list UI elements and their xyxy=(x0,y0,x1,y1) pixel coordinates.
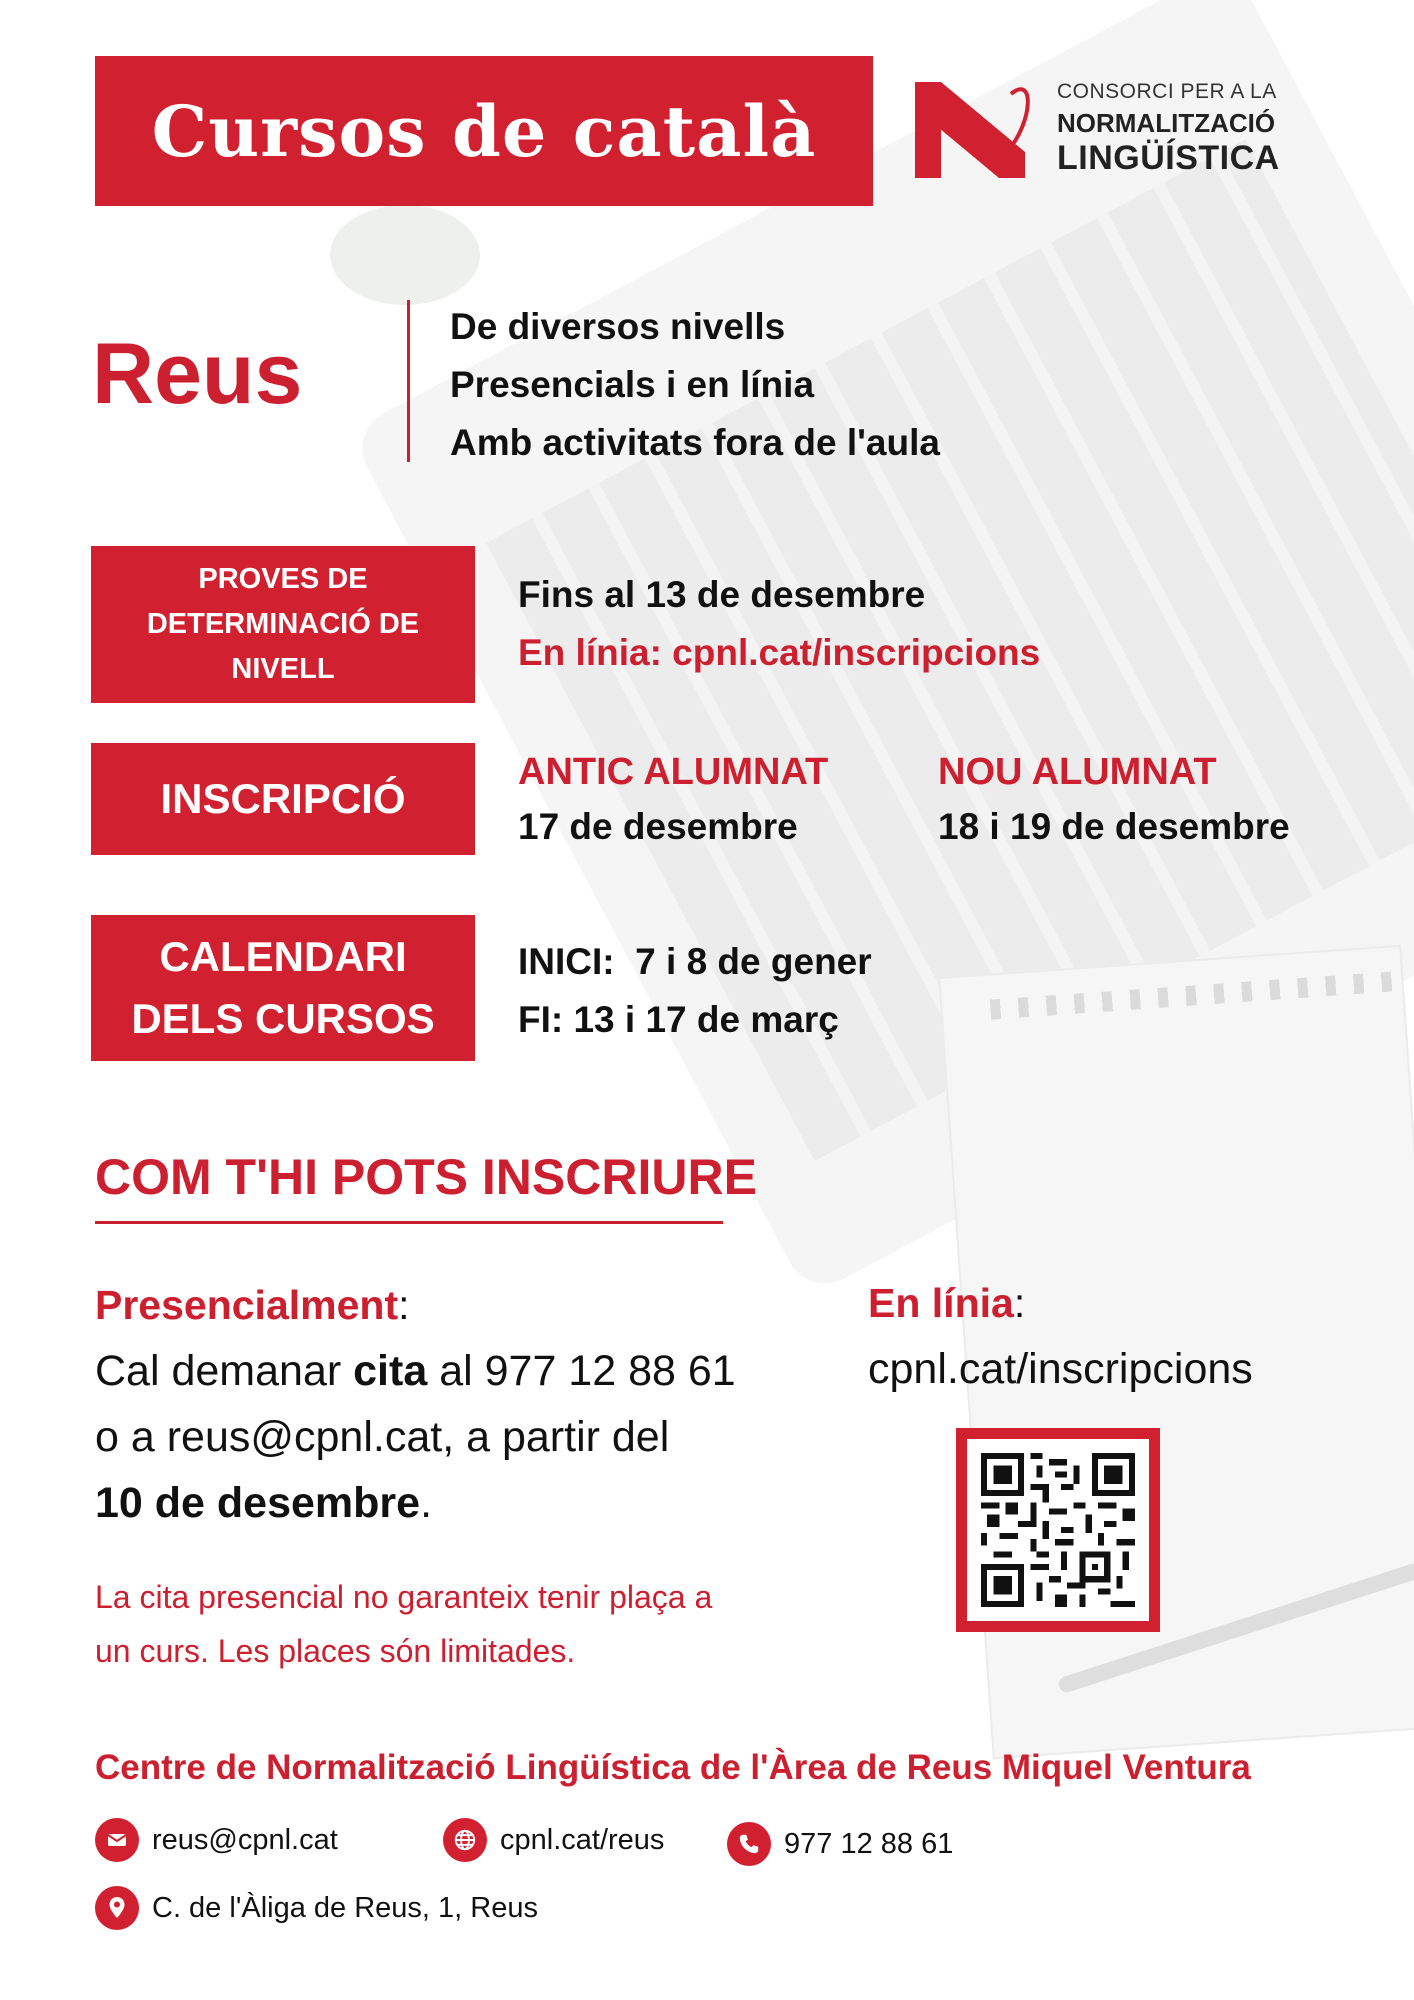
logo-line-normalitzacio: NORMALITZACIÓ xyxy=(1057,108,1276,138)
city-name: Reus xyxy=(92,326,303,422)
antic-alumnat-date: 17 de desembre xyxy=(518,806,798,847)
contact-phone[interactable] xyxy=(727,1822,953,1866)
note-line: un curs. Les places són limitades. xyxy=(95,1633,576,1669)
nou-alumnat xyxy=(938,744,1290,854)
online-block xyxy=(868,1270,1253,1402)
proves-deadline: Fins al 13 de desembre xyxy=(518,574,926,615)
inscripcio-label: INSCRIPCIÓ xyxy=(160,775,406,822)
calendari-label-box xyxy=(91,915,475,1061)
presencial-line: Cal demanar cita al 977 12 88 61 xyxy=(95,1347,736,1395)
proves-online-link[interactable]: En línia: cpnl.cat/inscripcions xyxy=(518,632,1041,673)
logo-line-linguistica: LINGÜÍSTICA xyxy=(1057,139,1280,177)
map-pin-icon xyxy=(95,1886,139,1930)
globe-icon xyxy=(443,1818,487,1862)
calendari-label-line: CALENDARI xyxy=(159,933,407,980)
proves-label-line: PROVES DE xyxy=(198,563,368,595)
calendari-fi: FI: 13 i 17 de març xyxy=(518,999,839,1040)
city-divider xyxy=(407,300,410,462)
contact-email[interactable] xyxy=(95,1818,338,1862)
feature-item: Amb activitats fora de l'aula xyxy=(450,422,940,463)
centre-name: Centre de Normalització Lingüística de l'Àrea de Reus Miquel Ventura xyxy=(95,1748,1251,1787)
feature-item: Presencials i en línia xyxy=(450,364,815,405)
note-line: La cita presencial no garanteix tenir plaça a xyxy=(95,1579,713,1615)
feature-list xyxy=(450,298,940,472)
qr-code[interactable] xyxy=(956,1428,1160,1632)
nou-alumnat-title: NOU ALUMNAT xyxy=(938,751,1217,793)
title-banner xyxy=(95,56,873,206)
page-title: Cursos de català xyxy=(151,89,817,173)
presencial-line: o a reus@cpnl.cat, a partir del xyxy=(95,1413,670,1461)
calendari-inici: INICI: 7 i 8 de gener xyxy=(518,941,872,982)
presencial-note xyxy=(95,1570,855,1678)
cpnl-logo xyxy=(915,80,1315,190)
antic-alumnat-title: ANTIC ALUMNAT xyxy=(518,751,829,793)
phone-icon xyxy=(727,1822,771,1866)
calendari-label-line: DELS CURSOS xyxy=(131,995,435,1042)
section-underline xyxy=(95,1221,723,1224)
presencial-line: 10 de desembre. xyxy=(95,1479,433,1527)
qr-code-icon xyxy=(981,1453,1135,1607)
proves-label-line: DETERMINACIÓ DE xyxy=(146,608,420,640)
antic-alumnat xyxy=(518,744,828,854)
envelope-icon xyxy=(95,1818,139,1862)
background-plant xyxy=(330,205,480,305)
section-title-how: COM T'HI POTS INSCRIURE xyxy=(95,1149,757,1205)
presencial-heading: Presencialment: xyxy=(95,1282,410,1328)
calendari-info xyxy=(518,933,872,1049)
online-heading: En línia: xyxy=(868,1280,1026,1326)
proves-info xyxy=(518,566,1040,682)
feature-item: De diversos nivells xyxy=(450,306,786,347)
cpnl-logo-mark-icon xyxy=(915,82,1045,184)
contact-address-text: C. de l'Àliga de Reus, 1, Reus xyxy=(152,1891,538,1924)
contact-web[interactable] xyxy=(443,1818,664,1862)
inscripcio-label-box xyxy=(91,743,475,855)
contact-address xyxy=(95,1886,538,1930)
online-url-link[interactable]: cpnl.cat/inscripcions xyxy=(868,1345,1253,1393)
nou-alumnat-date: 18 i 19 de desembre xyxy=(938,806,1290,847)
contact-email-text: reus@cpnl.cat xyxy=(152,1823,338,1856)
proves-label-box xyxy=(91,546,475,703)
presencial-block xyxy=(95,1272,855,1536)
contact-phone-text: 977 12 88 61 xyxy=(784,1827,954,1860)
proves-label-line: NIVELL xyxy=(231,653,335,685)
contact-web-text: cpnl.cat/reus xyxy=(500,1823,665,1856)
logo-line-consorci: CONSORCI PER A LA xyxy=(1057,80,1277,103)
